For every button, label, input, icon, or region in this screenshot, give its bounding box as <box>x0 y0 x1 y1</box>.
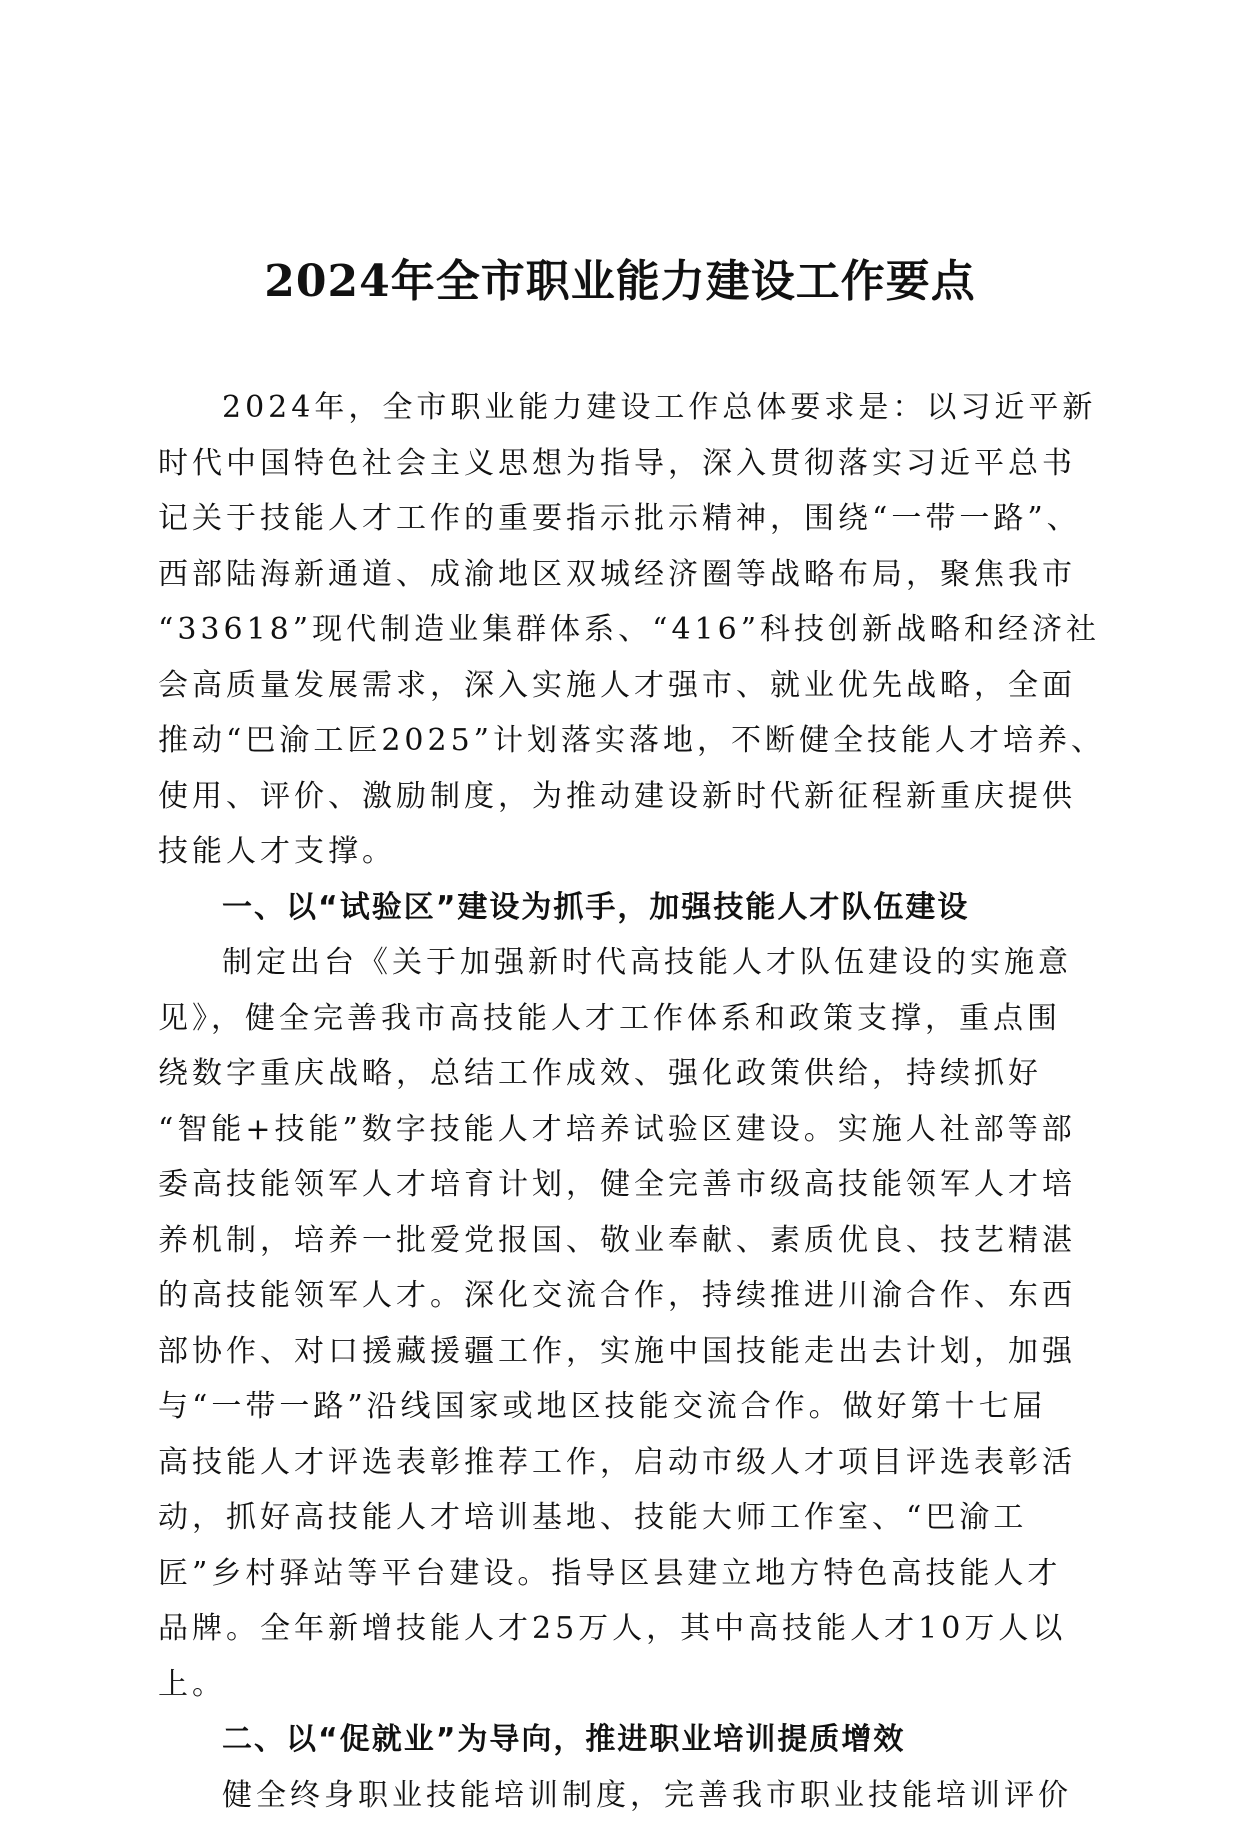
paragraph-line: 绕数字重庆战略，总结工作成效、强化政策供给，持续抓好 <box>158 1046 1078 1102</box>
paragraph-line: 2024年，全市职业能力建设工作总体要求是：以习近平新 <box>158 380 1078 436</box>
document-body <box>158 380 1078 1823</box>
paragraph-line: 使用、评价、激励制度，为推动建设新时代新征程新重庆提供 <box>158 769 1078 825</box>
paragraph-line: 动，抓好高技能人才培训基地、技能大师工作室、“巴渝工 <box>158 1490 1078 1546</box>
paragraph-line: 的高技能领军人才。深化交流合作，持续推进川渝合作、东西 <box>158 1268 1078 1324</box>
paragraph-line: 记关于技能人才工作的重要指示批示精神，围绕“一带一路”、 <box>158 491 1078 547</box>
paragraph-line: 技能人才支撑。 <box>158 824 1078 880</box>
paragraph-line: 见》，健全完善我市高技能人才工作体系和政策支撑，重点围 <box>158 991 1078 1047</box>
paragraph-line: 匠”乡村驿站等平台建设。指导区县建立地方特色高技能人才 <box>158 1546 1078 1602</box>
paragraph-line: 品牌。全年新增技能人才25万人，其中高技能人才10万人以 <box>158 1601 1078 1657</box>
section-1-paragraph <box>158 935 1078 1712</box>
paragraph-line: 部协作、对口援藏援疆工作，实施中国技能走出去计划，加强 <box>158 1324 1078 1380</box>
paragraph-line: “33618”现代制造业集群体系、“416”科技创新战略和经济社 <box>158 602 1078 658</box>
section-2-paragraph <box>158 1768 1078 1823</box>
section-heading-1: 一、以“试验区”建设为抓手，加强技能人才队伍建设 <box>158 880 1078 936</box>
paragraph-line: 与“一带一路”沿线国家或地区技能交流合作。做好第十七届 <box>158 1379 1078 1435</box>
paragraph-line: 推动“巴渝工匠2025”计划落实落地，不断健全技能人才培养、 <box>158 713 1078 769</box>
section-heading-2: 二、以“促就业”为导向，推进职业培训提质增效 <box>158 1712 1078 1768</box>
paragraph-line: “智能+技能”数字技能人才培养试验区建设。实施人社部等部 <box>158 1102 1078 1158</box>
intro-paragraph <box>158 380 1078 880</box>
document-title: 2024年全市职业能力建设工作要点 <box>0 252 1240 312</box>
paragraph-line: 会高质量发展需求，深入实施人才强市、就业优先战略，全面 <box>158 658 1078 714</box>
paragraph-line: 制定出台《关于加强新时代高技能人才队伍建设的实施意 <box>158 935 1078 991</box>
paragraph-line: 时代中国特色社会主义思想为指导，深入贯彻落实习近平总书 <box>158 436 1078 492</box>
paragraph-line: 上。 <box>158 1657 1078 1713</box>
paragraph-line: 委高技能领军人才培育计划，健全完善市级高技能领军人才培 <box>158 1157 1078 1213</box>
paragraph-line: 西部陆海新通道、成渝地区双城经济圈等战略布局，聚焦我市 <box>158 547 1078 603</box>
paragraph-line: 高技能人才评选表彰推荐工作，启动市级人才项目评选表彰活 <box>158 1435 1078 1491</box>
paragraph-line: 养机制，培养一批爱党报国、敬业奉献、素质优良、技艺精湛 <box>158 1213 1078 1269</box>
paragraph-line: 健全终身职业技能培训制度，完善我市职业技能培训评价 <box>158 1768 1078 1823</box>
